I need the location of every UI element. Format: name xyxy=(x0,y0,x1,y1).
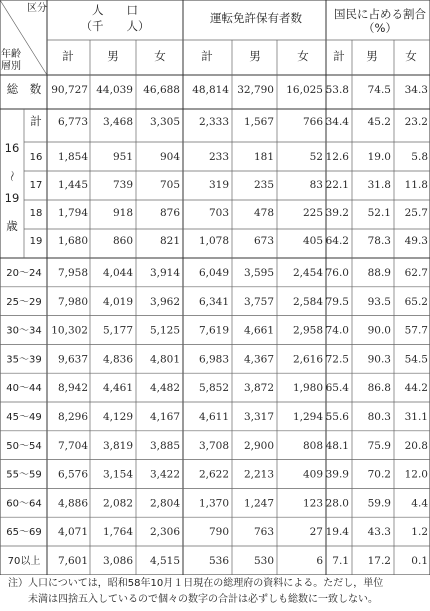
age-17-cell-4: 235 xyxy=(253,179,274,191)
row-3-cell-7: 90.3 xyxy=(367,353,391,366)
row-5-cell-1: 4,129 xyxy=(102,411,133,423)
row-0-cell-6: 76.0 xyxy=(325,267,349,279)
row-label-5: 45〜49 xyxy=(6,412,42,423)
row-2-cell-3: 7,619 xyxy=(198,324,229,337)
group-subtotal-cell-6: 34.4 xyxy=(325,116,349,128)
subheader-pop-0: 計 xyxy=(62,49,74,63)
row-3-cell-1: 4,836 xyxy=(102,353,133,366)
row-2-cell-4: 4,661 xyxy=(243,324,274,337)
subheader-share-0: 計 xyxy=(333,49,345,63)
row-7-cell-0: 6,576 xyxy=(57,468,88,481)
row-9-cell-2: 2,306 xyxy=(149,526,180,539)
age-19-cell-6: 64.2 xyxy=(325,235,349,247)
total-cell-8: 34.3 xyxy=(404,84,428,96)
subheader-pop-1: 男 xyxy=(107,49,119,63)
row-7-cell-8: 12.0 xyxy=(404,468,428,481)
subheader-lic-2: 女 xyxy=(297,49,309,63)
row-6-cell-7: 75.9 xyxy=(367,439,391,452)
total-cell-7: 74.5 xyxy=(367,84,391,96)
row-10-cell-3: 536 xyxy=(208,555,229,567)
row-7-cell-7: 70.2 xyxy=(367,468,391,481)
age-16-cell-7: 19.0 xyxy=(367,151,391,163)
header-population: 人 口 xyxy=(92,3,138,17)
row-8-cell-6: 28.0 xyxy=(325,497,349,510)
row-6-cell-5: 808 xyxy=(302,439,323,452)
age-17-cell-0: 1,445 xyxy=(57,179,88,191)
row-2-cell-5: 2,958 xyxy=(292,324,323,337)
row-2-cell-8: 57.7 xyxy=(404,324,428,337)
row-1-cell-6: 79.5 xyxy=(325,295,349,308)
row-10-cell-5: 6 xyxy=(316,555,323,567)
row-2-cell-7: 90.0 xyxy=(367,324,391,337)
row-1-cell-0: 7,980 xyxy=(57,295,88,308)
row-1-cell-1: 4,019 xyxy=(102,295,133,308)
age-17-cell-7: 31.8 xyxy=(367,179,391,191)
row-6-cell-8: 20.8 xyxy=(404,439,428,452)
row-4-cell-8: 44.2 xyxy=(404,382,428,395)
subheader-share-2: 女 xyxy=(405,49,417,63)
group-subtotal-cell-3: 2,333 xyxy=(198,116,229,128)
group-subtotal-cell-8: 23.2 xyxy=(404,116,428,128)
row-label-10: 70以上 xyxy=(7,556,41,567)
group-label-mid: 19 xyxy=(4,191,20,205)
row-label-7: 55〜59 xyxy=(6,469,42,481)
total-cell-3: 48,814 xyxy=(192,84,229,96)
row-4-cell-1: 4,461 xyxy=(102,382,133,395)
row-6-cell-0: 7,704 xyxy=(57,439,88,452)
row-4-cell-2: 4,482 xyxy=(149,382,180,395)
header-share-unit: （%） xyxy=(363,21,397,35)
header-corner-bottom-2: 層別 xyxy=(1,61,21,72)
group-subtotal-cell-1: 3,468 xyxy=(102,116,133,128)
group-subtotal-cell-5: 766 xyxy=(302,116,323,128)
total-cell-1: 44,039 xyxy=(96,84,133,96)
age-16-cell-4: 181 xyxy=(253,151,274,163)
row-3-cell-6: 72.5 xyxy=(325,353,349,366)
total-cell-0: 90,727 xyxy=(51,84,88,96)
age-19-cell-8: 49.3 xyxy=(404,235,428,247)
age-18-cell-7: 52.1 xyxy=(367,207,391,219)
row-0-cell-8: 62.7 xyxy=(404,267,428,279)
row-3-cell-8: 54.5 xyxy=(404,353,428,366)
row-6-cell-4: 2,900 xyxy=(243,439,274,452)
row-8-cell-2: 2,804 xyxy=(149,497,180,510)
row-5-cell-4: 3,317 xyxy=(243,411,274,423)
age-18-cell-5: 225 xyxy=(302,207,323,219)
row-4-cell-6: 65.4 xyxy=(325,382,349,395)
row-9-cell-5: 27 xyxy=(309,526,323,539)
row-8-cell-0: 4,886 xyxy=(57,497,88,510)
row-label-age-17: 17 xyxy=(29,180,43,191)
row-label-age-19: 19 xyxy=(29,236,43,247)
age-17-cell-1: 739 xyxy=(112,179,133,191)
row-6-cell-3: 3,708 xyxy=(198,439,229,452)
age-18-cell-0: 1,794 xyxy=(57,207,88,219)
row-label-age-18: 18 xyxy=(29,208,43,219)
row-9-cell-8: 1.2 xyxy=(411,526,428,539)
row-10-cell-2: 4,515 xyxy=(149,555,180,567)
row-9-cell-1: 1,764 xyxy=(102,526,133,539)
footnote xyxy=(8,576,428,608)
header-share: 国民に占める割合 xyxy=(334,7,426,21)
age-17-cell-2: 705 xyxy=(159,179,180,191)
row-0-cell-1: 4,044 xyxy=(102,267,133,279)
row-label-6: 50〜54 xyxy=(6,440,42,452)
group-subtotal-cell-7: 45.2 xyxy=(367,116,391,128)
row-8-cell-7: 59.9 xyxy=(367,497,391,510)
row-1-cell-4: 3,757 xyxy=(243,295,274,308)
group-subtotal-cell-2: 3,305 xyxy=(149,116,180,128)
row-1-cell-2: 3,962 xyxy=(149,295,180,308)
row-0-cell-7: 88.9 xyxy=(367,267,391,279)
row-7-cell-1: 3,154 xyxy=(102,468,133,481)
age-16-cell-1: 951 xyxy=(112,151,133,163)
table-cells xyxy=(51,84,428,567)
age-16-cell-3: 233 xyxy=(208,151,229,163)
age-19-cell-3: 1,078 xyxy=(198,235,229,247)
age-16-cell-2: 904 xyxy=(159,151,180,163)
row-10-cell-7: 17.2 xyxy=(367,555,391,567)
row-4-cell-5: 1,980 xyxy=(292,382,323,395)
age-19-cell-5: 405 xyxy=(302,235,323,247)
row-0-cell-0: 7,958 xyxy=(57,267,88,279)
row-4-cell-4: 3,872 xyxy=(243,382,274,395)
header-corner-bottom-1: 年齢 xyxy=(1,49,21,60)
row-5-cell-7: 80.3 xyxy=(367,411,391,423)
age-17-cell-3: 319 xyxy=(208,179,229,191)
age-17-cell-6: 22.1 xyxy=(325,179,349,191)
row-4-cell-0: 8,942 xyxy=(57,382,88,395)
row-9-cell-0: 4,071 xyxy=(57,526,88,539)
age-19-cell-7: 78.3 xyxy=(367,235,391,247)
age-19-cell-4: 673 xyxy=(253,235,274,247)
row-6-cell-1: 3,819 xyxy=(102,439,133,452)
group-16-19-label xyxy=(5,141,20,233)
header-subcolumns xyxy=(62,49,417,63)
row-7-cell-6: 39.9 xyxy=(325,468,349,481)
age-18-cell-1: 918 xyxy=(112,207,133,219)
row-label-9: 65〜69 xyxy=(6,527,42,539)
row-label-age-16: 16 xyxy=(29,152,43,163)
group-label-top: 16 xyxy=(4,141,20,155)
row-label-1: 25〜29 xyxy=(6,296,42,308)
row-0-cell-4: 3,595 xyxy=(243,267,274,279)
age-19-cell-0: 1,680 xyxy=(57,235,88,247)
row-8-cell-5: 123 xyxy=(302,497,323,510)
row-6-cell-2: 3,885 xyxy=(149,439,180,452)
total-cell-2: 46,688 xyxy=(143,84,180,96)
row-8-cell-1: 2,082 xyxy=(102,497,133,510)
row-3-cell-2: 4,801 xyxy=(149,353,180,366)
group-label-tilde: 〜 xyxy=(5,170,19,182)
total-cell-5: 16,025 xyxy=(286,84,323,96)
row-5-cell-2: 4,167 xyxy=(149,411,180,423)
footnote-line-2: 未満は四捨五入しているので個々の数字の合計は必ずしも総数に一致しない。 xyxy=(8,594,378,605)
row-2-cell-0: 10,302 xyxy=(51,324,88,337)
row-0-cell-3: 6,049 xyxy=(198,267,229,279)
age-18-cell-3: 703 xyxy=(208,207,229,219)
row-10-cell-1: 3,086 xyxy=(102,555,133,567)
row-label-total: 総 数 xyxy=(6,82,42,96)
row-1-cell-3: 6,341 xyxy=(198,295,229,308)
age-17-cell-5: 83 xyxy=(309,179,323,191)
row-9-cell-7: 43.3 xyxy=(367,526,391,539)
footnote-line-1: 注）人口については，昭和58年10月１日現在の総理府の資料による。ただし，単位 xyxy=(8,578,384,589)
age-16-cell-6: 12.6 xyxy=(325,151,349,163)
row-9-cell-4: 763 xyxy=(253,526,274,539)
header-population-unit: （千 人） xyxy=(80,19,150,33)
row-3-cell-3: 6,983 xyxy=(198,353,229,366)
row-3-cell-5: 2,616 xyxy=(292,353,323,366)
row-8-cell-8: 4.4 xyxy=(411,497,428,510)
subheader-share-1: 男 xyxy=(366,49,378,63)
row-2-cell-2: 5,125 xyxy=(149,324,180,337)
age-18-cell-2: 876 xyxy=(159,207,180,219)
row-8-cell-3: 1,370 xyxy=(198,497,229,510)
row-4-cell-3: 5,852 xyxy=(198,382,229,395)
age-19-cell-2: 821 xyxy=(159,235,180,247)
row-5-cell-5: 1,294 xyxy=(292,411,323,423)
row-1-cell-7: 93.5 xyxy=(367,295,391,308)
row-3-cell-0: 9,637 xyxy=(57,353,88,366)
age-17-cell-8: 11.8 xyxy=(404,179,428,191)
age-18-cell-4: 478 xyxy=(253,207,274,219)
row-7-cell-4: 2,213 xyxy=(243,468,274,481)
row-10-cell-0: 7,601 xyxy=(57,555,88,567)
row-5-cell-3: 4,611 xyxy=(198,411,229,423)
row-10-cell-6: 7.1 xyxy=(332,555,349,567)
row-3-cell-4: 4,367 xyxy=(243,353,274,366)
row-5-cell-0: 8,296 xyxy=(57,411,88,423)
row-label-8: 60〜64 xyxy=(6,498,42,510)
header-corner-top: 区分 xyxy=(27,3,47,14)
age-18-cell-8: 25.7 xyxy=(404,207,428,219)
row-10-cell-8: 0.1 xyxy=(411,555,428,567)
row-label-4: 40〜44 xyxy=(6,383,42,395)
row-2-cell-6: 74.0 xyxy=(325,324,349,337)
row-label-0: 20〜24 xyxy=(6,268,42,279)
row-2-cell-1: 5,177 xyxy=(102,324,133,337)
row-10-cell-4: 530 xyxy=(253,555,274,567)
age-16-cell-8: 5.8 xyxy=(411,151,428,163)
row-7-cell-2: 3,422 xyxy=(149,468,180,481)
row-0-cell-2: 3,914 xyxy=(149,267,180,279)
subheader-lic-0: 計 xyxy=(201,49,213,63)
row-7-cell-3: 2,622 xyxy=(198,468,229,481)
row-5-cell-6: 55.6 xyxy=(325,411,349,423)
row-5-cell-8: 31.1 xyxy=(404,411,428,423)
group-label-bottom: 歳 xyxy=(6,219,18,233)
row-label-group-subtotal: 計 xyxy=(30,114,42,128)
group-subtotal-cell-0: 6,773 xyxy=(57,116,88,128)
age-16-cell-0: 1,854 xyxy=(57,151,88,163)
row-9-cell-6: 19.4 xyxy=(325,526,349,539)
row-1-cell-8: 65.2 xyxy=(404,295,428,308)
age-16-cell-5: 52 xyxy=(309,151,323,163)
age-19-cell-1: 860 xyxy=(112,235,133,247)
row-1-cell-5: 2,584 xyxy=(292,295,323,308)
age-18-cell-6: 39.2 xyxy=(325,207,349,219)
row-7-cell-5: 409 xyxy=(302,468,323,481)
row-4-cell-7: 86.8 xyxy=(367,382,391,395)
total-cell-6: 53.8 xyxy=(325,84,349,96)
group-subtotal-cell-4: 1,567 xyxy=(243,116,274,128)
subheader-pop-2: 女 xyxy=(154,49,166,63)
row-9-cell-3: 790 xyxy=(208,526,229,539)
header-license: 運転免許保有者数 xyxy=(210,11,302,25)
total-cell-4: 32,790 xyxy=(237,84,274,96)
subheader-lic-1: 男 xyxy=(249,49,261,63)
row-label-2: 30〜34 xyxy=(6,325,42,337)
row-6-cell-6: 48.1 xyxy=(325,439,349,452)
row-8-cell-4: 1,247 xyxy=(243,497,274,510)
row-0-cell-5: 2,454 xyxy=(292,267,323,279)
row-label-3: 35〜39 xyxy=(6,354,42,366)
